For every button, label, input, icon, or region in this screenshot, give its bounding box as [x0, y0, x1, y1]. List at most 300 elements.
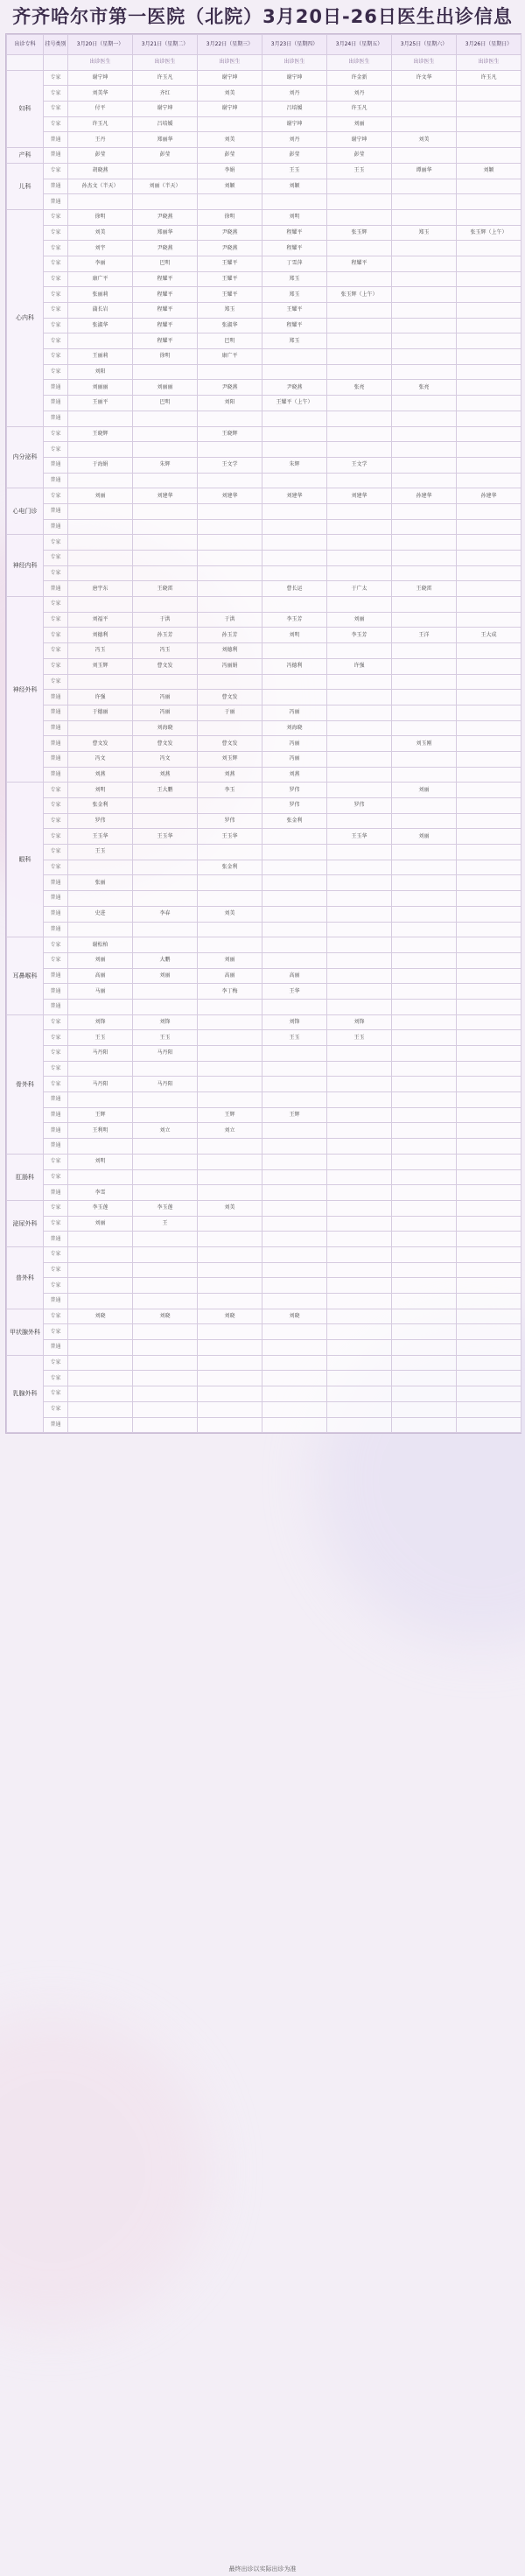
doctor-cell	[327, 349, 392, 365]
doctor-cell: 高丽	[68, 968, 133, 984]
registration-level: 专家	[44, 163, 68, 179]
doctor-cell: 王辉	[68, 1107, 133, 1123]
doctor-cell	[457, 1309, 522, 1324]
doctor-cell	[457, 1294, 522, 1309]
doctor-cell: 李玉芳	[327, 628, 392, 643]
doctor-cell	[327, 179, 392, 194]
schedule-sheet	[5, 33, 522, 1434]
doctor-cell: 程耀平	[133, 303, 198, 319]
doctor-cell	[392, 767, 457, 783]
doctor-cell: 李玉芳	[262, 612, 327, 628]
doctor-cell	[133, 519, 198, 535]
doctor-cell	[68, 1262, 133, 1278]
doctor-cell: 吕培媛	[133, 116, 198, 132]
doctor-cell	[327, 906, 392, 922]
doctor-cell	[457, 1371, 522, 1386]
schedule-row	[7, 720, 522, 736]
doctor-cell	[457, 674, 522, 690]
header-day: 3月24日（星期五）	[327, 35, 392, 55]
doctor-cell	[327, 783, 392, 798]
schedule-row	[7, 1216, 522, 1232]
doctor-cell	[392, 535, 457, 551]
doctor-cell	[68, 519, 133, 535]
doctor-cell	[392, 658, 457, 674]
doctor-cell	[327, 519, 392, 535]
registration-level: 普通	[44, 736, 68, 752]
doctor-cell	[327, 364, 392, 380]
doctor-cell	[133, 798, 198, 814]
doctor-cell: 朱辉	[262, 457, 327, 473]
schedule-row	[7, 767, 522, 783]
department-name: 儿科	[7, 163, 44, 209]
doctor-cell	[392, 1232, 457, 1247]
registration-level: 专家	[44, 783, 68, 798]
doctor-cell: 刘福平	[68, 612, 133, 628]
doctor-cell	[133, 551, 198, 566]
doctor-cell	[457, 891, 522, 907]
doctor-cell: 刘颖	[457, 163, 522, 179]
doctor-cell	[262, 845, 327, 860]
registration-level: 专家	[44, 628, 68, 643]
doctor-cell: 郑玉	[198, 303, 262, 319]
doctor-cell: 张玉辉	[327, 225, 392, 241]
doctor-cell: 谢宁坤	[198, 102, 262, 117]
doctor-cell: 郑丽华	[133, 225, 198, 241]
schedule-row	[7, 411, 522, 426]
doctor-cell	[392, 287, 457, 303]
doctor-cell: 刘美华	[68, 86, 133, 102]
doctor-cell	[198, 1216, 262, 1232]
doctor-cell	[392, 364, 457, 380]
doctor-cell: 刘美	[198, 1200, 262, 1216]
doctor-cell	[457, 798, 522, 814]
doctor-cell	[392, 271, 457, 287]
doctor-cell	[327, 1340, 392, 1356]
doctor-cell	[68, 1401, 133, 1417]
doctor-cell	[457, 1262, 522, 1278]
doctor-cell	[262, 1123, 327, 1139]
doctor-cell	[392, 1355, 457, 1371]
doctor-cell: 曹文发	[198, 736, 262, 752]
doctor-cell	[457, 767, 522, 783]
schedule-row	[7, 241, 522, 256]
schedule-row	[7, 1278, 522, 1294]
doctor-cell	[198, 551, 262, 566]
doctor-cell: 付平	[68, 102, 133, 117]
doctor-cell	[68, 411, 133, 426]
registration-level: 专家	[44, 597, 68, 613]
doctor-cell: 刘建华	[262, 488, 327, 504]
doctor-cell	[262, 643, 327, 659]
doctor-cell	[392, 906, 457, 922]
schedule-row	[7, 937, 522, 953]
registration-level: 普通	[44, 1340, 68, 1356]
doctor-cell	[198, 1077, 262, 1092]
doctor-cell: 马丽	[68, 984, 133, 1000]
doctor-cell	[262, 1061, 327, 1077]
doctor-cell: 刘玉辉	[68, 658, 133, 674]
doctor-cell	[133, 442, 198, 458]
doctor-cell: 刘丽	[327, 612, 392, 628]
doctor-cell	[327, 690, 392, 705]
doctor-cell: 王玉	[133, 1030, 198, 1046]
doctor-cell: 尹晓燕	[198, 380, 262, 396]
doctor-cell: 曹文发	[198, 690, 262, 705]
doctor-cell	[198, 1046, 262, 1062]
registration-level: 普通	[44, 984, 68, 1000]
schedule-row	[7, 1386, 522, 1402]
doctor-cell	[457, 968, 522, 984]
registration-level: 专家	[44, 70, 68, 86]
schedule-row	[7, 333, 522, 349]
doctor-cell	[457, 829, 522, 845]
schedule-row	[7, 132, 522, 148]
registration-level: 专家	[44, 937, 68, 953]
registration-level: 专家	[44, 442, 68, 458]
doctor-cell: 刘建华	[133, 488, 198, 504]
doctor-cell: 巴明	[198, 333, 262, 349]
doctor-cell: 丁雪萍	[262, 256, 327, 271]
doctor-cell: 刘晓	[68, 1309, 133, 1324]
doctor-cell	[262, 364, 327, 380]
doctor-cell: 刘锋	[133, 1014, 198, 1030]
doctor-cell: 刘锋	[327, 1014, 392, 1030]
doctor-cell	[198, 922, 262, 937]
doctor-cell: 张玉辉（上午）	[327, 287, 392, 303]
doctor-cell: 刘燕	[68, 767, 133, 783]
doctor-cell	[457, 1278, 522, 1294]
doctor-cell	[457, 705, 522, 720]
doctor-cell	[392, 473, 457, 488]
header-dept: 出诊专科	[7, 35, 44, 55]
doctor-cell: 谢宁坤	[133, 102, 198, 117]
doctor-cell	[457, 349, 522, 365]
doctor-cell	[457, 1417, 522, 1433]
schedule-row	[7, 86, 522, 102]
registration-level: 专家	[44, 1386, 68, 1402]
doctor-cell	[133, 891, 198, 907]
doctor-cell	[457, 1139, 522, 1155]
doctor-cell	[327, 597, 392, 613]
doctor-cell: 李丁梅	[198, 984, 262, 1000]
registration-level: 专家	[44, 225, 68, 241]
doctor-cell	[457, 209, 522, 225]
registration-level: 专家	[44, 1014, 68, 1030]
header-day: 3月20日（星期一）	[68, 35, 133, 55]
doctor-cell	[198, 1294, 262, 1309]
doctor-cell	[68, 922, 133, 937]
department-name: 内分泌科	[7, 426, 44, 488]
doctor-cell: 王辉	[198, 1107, 262, 1123]
doctor-cell	[327, 411, 392, 426]
doctor-cell	[457, 503, 522, 519]
doctor-cell	[198, 503, 262, 519]
doctor-cell	[327, 736, 392, 752]
department-name: 神经外科	[7, 597, 44, 783]
registration-level: 普通	[44, 1294, 68, 1309]
doctor-cell	[262, 519, 327, 535]
registration-level: 专家	[44, 1309, 68, 1324]
doctor-cell: 程耀平	[327, 256, 392, 271]
doctor-cell: 刘美	[392, 132, 457, 148]
doctor-cell	[327, 1417, 392, 1433]
doctor-cell	[133, 1262, 198, 1278]
doctor-cell	[457, 318, 522, 333]
doctor-cell	[198, 1154, 262, 1169]
schedule-row	[7, 1154, 522, 1169]
doctor-cell	[68, 565, 133, 581]
header-row	[7, 35, 522, 55]
doctor-cell	[457, 333, 522, 349]
doctor-cell	[392, 1246, 457, 1262]
doctor-cell	[133, 1154, 198, 1169]
doctor-cell	[133, 1386, 198, 1402]
schedule-row	[7, 798, 522, 814]
doctor-cell	[392, 1092, 457, 1108]
doctor-cell	[327, 922, 392, 937]
registration-level: 专家	[44, 488, 68, 504]
doctor-cell: 刘美	[68, 225, 133, 241]
doctor-cell	[392, 891, 457, 907]
schedule-row	[7, 551, 522, 566]
doctor-cell	[457, 86, 522, 102]
doctor-cell	[327, 209, 392, 225]
doctor-cell	[198, 535, 262, 551]
doctor-cell	[392, 1278, 457, 1294]
registration-level: 专家	[44, 1371, 68, 1386]
doctor-cell: 刘丽	[133, 968, 198, 984]
doctor-cell: 张亮	[327, 380, 392, 396]
doctor-cell: 刘颖	[262, 179, 327, 194]
doctor-cell	[457, 132, 522, 148]
department-name: 产科	[7, 148, 44, 164]
doctor-cell	[327, 1355, 392, 1371]
doctor-cell	[457, 658, 522, 674]
doctor-cell	[198, 1092, 262, 1108]
schedule-row	[7, 519, 522, 535]
doctor-cell	[327, 333, 392, 349]
doctor-cell	[198, 875, 262, 891]
registration-level: 普通	[44, 1107, 68, 1123]
schedule-row	[7, 364, 522, 380]
schedule-row	[7, 643, 522, 659]
registration-level: 普通	[44, 411, 68, 426]
doctor-cell: 王玉华	[133, 829, 198, 845]
schedule-row	[7, 535, 522, 551]
doctor-cell	[327, 1185, 392, 1201]
doctor-cell	[392, 968, 457, 984]
doctor-cell	[133, 1246, 198, 1262]
header-day: 3月21日（星期二）	[133, 35, 198, 55]
schedule-row	[7, 380, 522, 396]
doctor-cell	[327, 1200, 392, 1216]
doctor-cell	[392, 1185, 457, 1201]
schedule-row	[7, 318, 522, 333]
subheader-shift: 出诊医生	[392, 55, 457, 71]
doctor-cell	[392, 102, 457, 117]
doctor-cell: 孙建华	[457, 488, 522, 504]
doctor-cell: 刘晓	[262, 1309, 327, 1324]
registration-level: 普通	[44, 457, 68, 473]
registration-level: 普通	[44, 581, 68, 597]
doctor-cell	[457, 102, 522, 117]
schedule-row	[7, 845, 522, 860]
doctor-cell	[198, 519, 262, 535]
subheader-shift: 出诊医生	[198, 55, 262, 71]
doctor-cell: 李春	[133, 906, 198, 922]
doctor-cell: 孙玉芳	[198, 628, 262, 643]
doctor-cell: 冯德利	[262, 658, 327, 674]
doctor-cell: 冯丽	[262, 751, 327, 767]
registration-level: 专家	[44, 551, 68, 566]
doctor-cell: 康广平	[68, 271, 133, 287]
doctor-cell	[133, 1107, 198, 1123]
doctor-cell	[392, 813, 457, 829]
doctor-cell	[327, 1154, 392, 1169]
doctor-cell	[457, 860, 522, 875]
doctor-cell	[457, 256, 522, 271]
doctor-cell	[392, 1294, 457, 1309]
doctor-cell: 蒲长岩	[68, 303, 133, 319]
doctor-cell	[262, 1200, 327, 1216]
schedule-row	[7, 1014, 522, 1030]
doctor-cell	[327, 845, 392, 860]
doctor-cell	[262, 1417, 327, 1433]
doctor-cell	[457, 457, 522, 473]
doctor-cell	[327, 503, 392, 519]
doctor-cell	[133, 535, 198, 551]
doctor-cell	[68, 1417, 133, 1433]
doctor-cell	[262, 551, 327, 566]
doctor-cell	[133, 1232, 198, 1247]
doctor-cell	[262, 690, 327, 705]
registration-level: 普通	[44, 720, 68, 736]
doctor-cell	[133, 860, 198, 875]
doctor-cell	[457, 565, 522, 581]
doctor-cell	[327, 720, 392, 736]
schedule-row	[7, 783, 522, 798]
doctor-cell: 马丹阳	[68, 1077, 133, 1092]
doctor-cell: 王玉	[262, 163, 327, 179]
schedule-row	[7, 597, 522, 613]
doctor-cell	[198, 720, 262, 736]
doctor-cell: 冯丽	[133, 690, 198, 705]
doctor-cell	[392, 1123, 457, 1139]
doctor-cell	[457, 442, 522, 458]
registration-level: 专家	[44, 1324, 68, 1340]
doctor-cell: 张淑华	[68, 318, 133, 333]
schedule-row	[7, 674, 522, 690]
schedule-row	[7, 1046, 522, 1062]
doctor-cell	[327, 535, 392, 551]
doctor-cell	[392, 1309, 457, 1324]
doctor-cell	[327, 318, 392, 333]
doctor-cell	[457, 736, 522, 752]
doctor-cell	[68, 1061, 133, 1077]
doctor-cell	[392, 952, 457, 968]
doctor-cell	[392, 875, 457, 891]
doctor-cell: 罗伟	[327, 798, 392, 814]
doctor-cell	[133, 565, 198, 581]
doctor-cell	[327, 1371, 392, 1386]
doctor-cell	[68, 891, 133, 907]
doctor-cell	[392, 565, 457, 581]
doctor-cell: 刘丽	[68, 488, 133, 504]
doctor-cell	[262, 442, 327, 458]
doctor-cell	[392, 674, 457, 690]
doctor-cell	[133, 1061, 198, 1077]
doctor-cell	[133, 1355, 198, 1371]
doctor-cell	[392, 396, 457, 411]
doctor-cell: 于广太	[327, 581, 392, 597]
doctor-cell	[327, 1246, 392, 1262]
doctor-cell: 刘玉辉	[198, 751, 262, 767]
schedule-row	[7, 906, 522, 922]
doctor-cell: 王丹	[68, 132, 133, 148]
doctor-cell	[327, 1107, 392, 1123]
doctor-cell	[198, 1014, 262, 1030]
doctor-cell	[262, 1185, 327, 1201]
doctor-cell	[262, 1340, 327, 1356]
registration-level: 专家	[44, 845, 68, 860]
doctor-cell	[392, 1077, 457, 1092]
doctor-cell: 刘丹	[262, 86, 327, 102]
doctor-cell	[262, 1278, 327, 1294]
doctor-cell	[198, 1185, 262, 1201]
doctor-cell	[262, 426, 327, 442]
doctor-cell	[262, 1216, 327, 1232]
doctor-cell	[327, 1123, 392, 1139]
doctor-cell	[392, 1154, 457, 1169]
doctor-cell	[68, 597, 133, 613]
doctor-cell: 冯文	[133, 751, 198, 767]
doctor-cell	[68, 1340, 133, 1356]
doctor-cell	[68, 503, 133, 519]
header-day: 3月25日（星期六）	[392, 35, 457, 55]
doctor-cell: 谢宁坤	[198, 70, 262, 86]
doctor-cell	[457, 1169, 522, 1185]
doctor-cell: 刘燕	[262, 767, 327, 783]
doctor-cell: 程耀平	[133, 318, 198, 333]
subheader-shift: 出诊医生	[133, 55, 198, 71]
subheader-blank	[7, 55, 44, 71]
doctor-cell: 李娟	[198, 163, 262, 179]
registration-level: 普通	[44, 396, 68, 411]
registration-level: 专家	[44, 364, 68, 380]
doctor-cell	[133, 1139, 198, 1155]
doctor-cell	[327, 999, 392, 1014]
doctor-cell	[198, 1340, 262, 1356]
schedule-row	[7, 271, 522, 287]
department-name: 普外科	[7, 1246, 44, 1309]
doctor-cell: 王洋	[392, 628, 457, 643]
doctor-cell	[262, 1294, 327, 1309]
doctor-cell	[198, 1371, 262, 1386]
schedule-row	[7, 225, 522, 241]
doctor-cell	[262, 349, 327, 365]
doctor-cell	[392, 937, 457, 953]
schedule-row	[7, 1077, 522, 1092]
department-name: 神经内科	[7, 535, 44, 597]
schedule-row	[7, 628, 522, 643]
doctor-cell	[457, 612, 522, 628]
doctor-cell: 康广平	[198, 349, 262, 365]
header-day: 3月22日（星期三）	[198, 35, 262, 55]
registration-level: 专家	[44, 1200, 68, 1216]
schedule-row	[7, 473, 522, 488]
doctor-cell	[457, 643, 522, 659]
schedule-row	[7, 1107, 522, 1123]
